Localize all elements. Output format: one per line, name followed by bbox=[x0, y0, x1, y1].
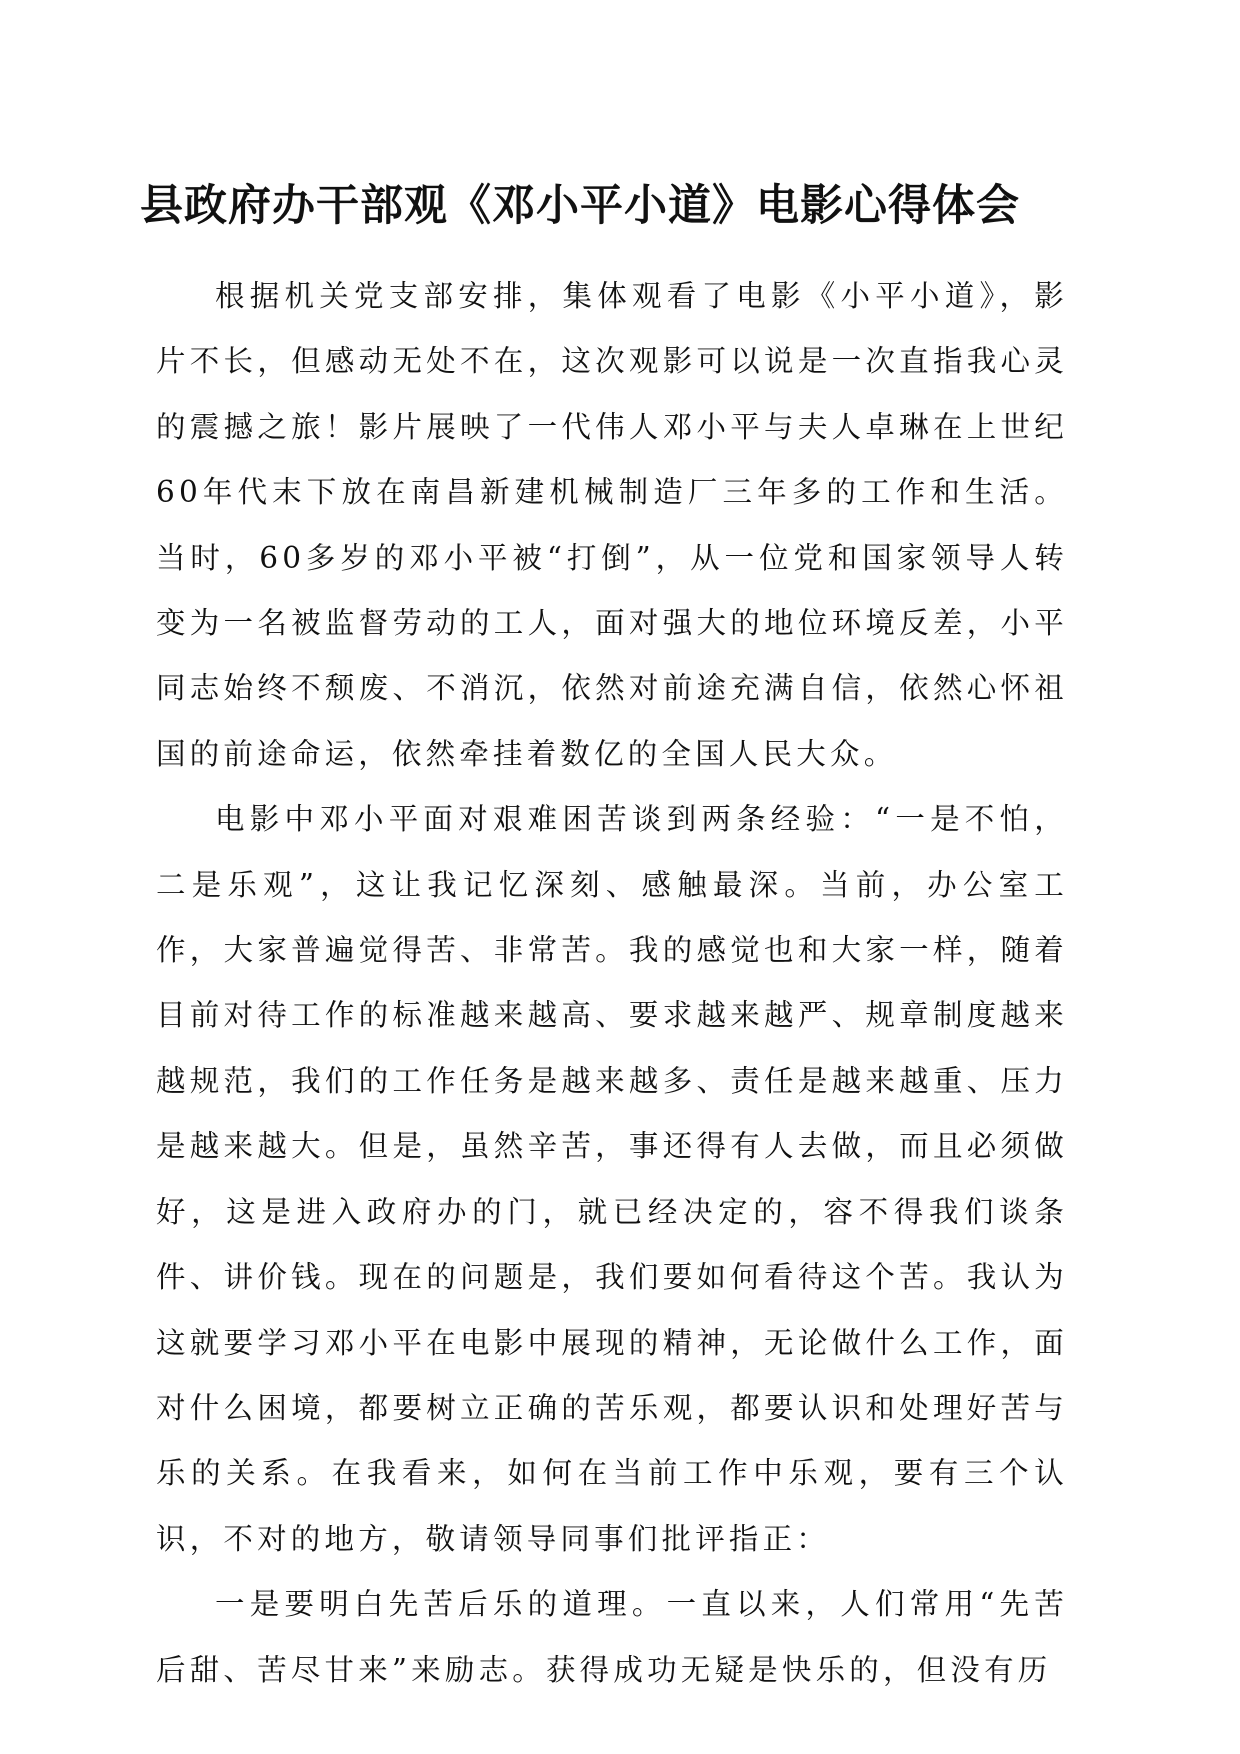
document-title: 县政府办干部观《邓小平小道》电影心得体会 bbox=[140, 181, 1020, 231]
paragraph-1: 根据机关党支部安排，集体观看了电影《小平小道》，影片不长，但感动无处不在，这次观影可以说是一次直指我心灵的震撼之旅！影片展映了一代伟人邓小平与夫人卓琳在上世纪60年代末下放在南昌新建机械制造厂三年多的工作和生活。当时，60多岁的邓小平被“打倒”，从一位党和国家领导人转变为一名被监督劳动的工人，面对强大的地位环境反差，小平同志始终不颓废、不消沉，依然对前途充满自信，依然心怀祖国的前途命运，依然牵挂着数亿的全国人民大众。 bbox=[156, 279, 1068, 771]
document-body bbox=[156, 264, 1068, 1703]
paragraph-2: 电影中邓小平面对艰难困苦谈到两条经验：“一是不怕，二是乐观”，这让我记忆深刻、感触最深。当前，办公室工作，大家普遍觉得苦、非常苦。我的感觉也和大家一样，随着目前对待工作的标准越来越高、要求越来越严、规章制度越来越规范，我们的工作任务是越来越多、责任是越来越重、压力是越来越大。但是，虽然辛苦，事还得有人去做，而且必须做好，这是进入政府办的门，就已经决定的，容不得我们谈条件、讲价钱。现在的问题是，我们要如何看待这个苦。我认为这就要学习邓小平在电影中展现的精神，无论做什么工作，面对什么困境，都要树立正确的苦乐观，都要认识和处理好苦与乐的关系。在我看来，如何在当前工作中乐观，要有三个认识，不对的地方，敬请领导同事们批评指正： bbox=[156, 802, 1068, 1556]
paragraph-3: 一是要明白先苦后乐的道理。一直以来，人们常用“先苦后甜、苦尽甘来”来励志。获得成功无疑是快乐的，但没有历 bbox=[156, 1587, 1068, 1687]
